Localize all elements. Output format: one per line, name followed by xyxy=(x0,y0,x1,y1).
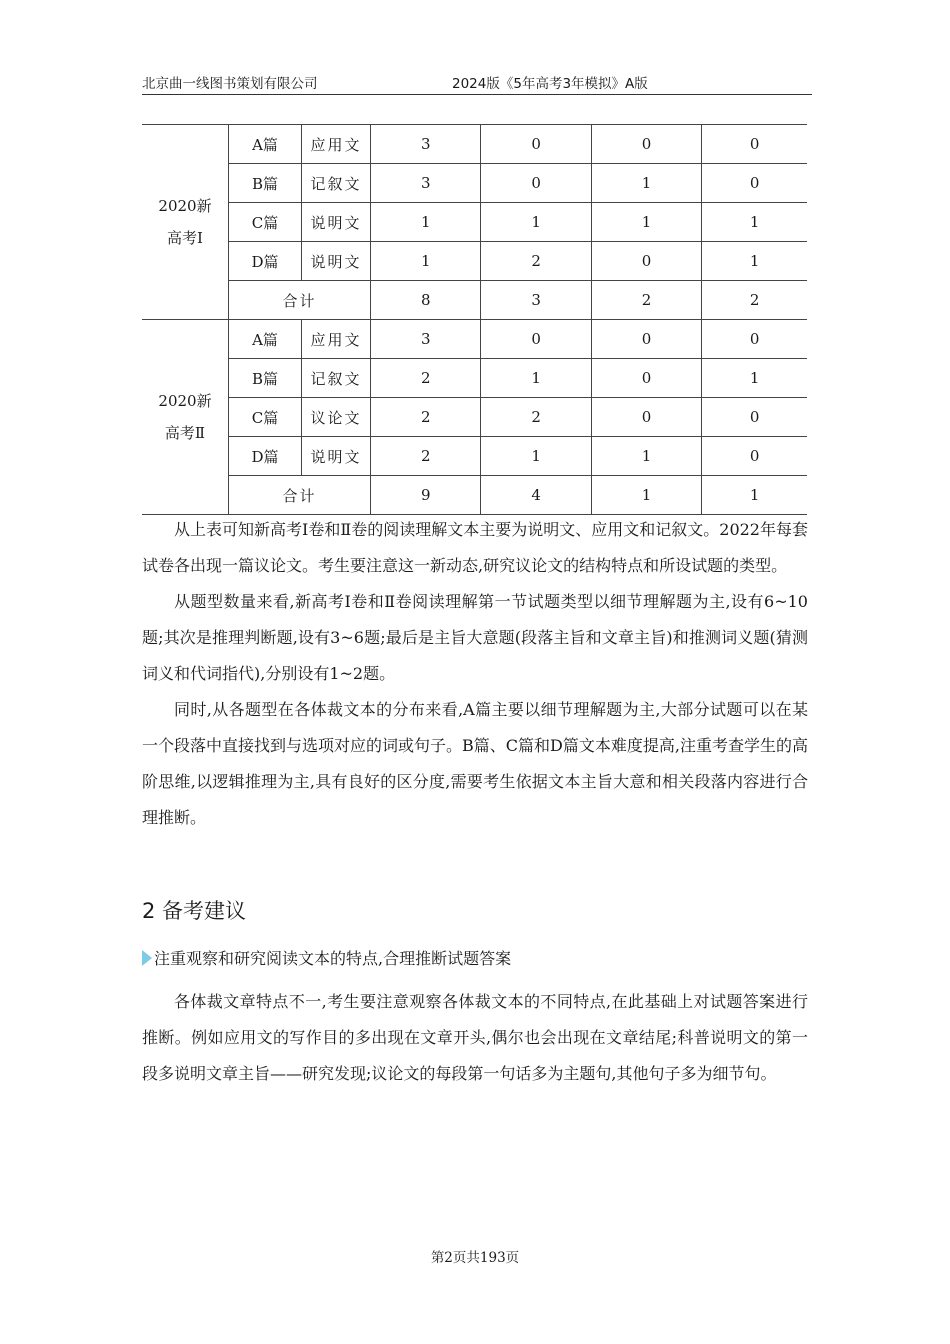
analysis-text xyxy=(142,512,808,836)
edition-title: 2024版《5年高考3年模拟》A版 xyxy=(452,76,648,92)
genre-cell: 议论文 xyxy=(302,398,371,437)
genre-cell: 说明文 xyxy=(302,242,371,281)
paragraph-2: 从题型数量来看,新高考Ⅰ卷和Ⅱ卷阅读理解第一节试题类型以细节理解题为主,设有6~10题;其次是推理判断题,设有3~6题;最后是主旨大意题(段落主旨和文章主旨)和推测词义题(猜测词义和代词指代),分别设有1~2题。 xyxy=(142,592,808,683)
genre-cell: 应用文 xyxy=(302,125,371,164)
count-cell: 0 xyxy=(481,320,591,359)
total-cell: 3 xyxy=(481,281,591,320)
count-cell: 2 xyxy=(371,359,481,398)
paragraph-3: 同时,从各题型在各体裁文本的分布来看,A篇主要以细节理解题为主,大部分试题可以在某一个段落中直接找到与选项对应的词或句子。B篇、C篇和D篇文本难度提高,注重考查学生的高阶思维,以逻辑推理为主,具有良好的区分度,需要考生依据文本主旨大意和相关段落内容进行合理推断。 xyxy=(142,700,808,827)
total-cell: 2 xyxy=(702,281,807,320)
count-cell: 1 xyxy=(702,203,807,242)
count-cell: 0 xyxy=(702,398,807,437)
count-cell: 2 xyxy=(371,437,481,476)
section-cell: B篇 xyxy=(229,164,302,203)
count-cell: 2 xyxy=(481,242,591,281)
count-cell: 1 xyxy=(371,203,481,242)
count-cell: 1 xyxy=(591,164,701,203)
reading-stats-table xyxy=(142,124,807,515)
section-heading: 2 备考建议 xyxy=(142,899,247,923)
count-cell: 0 xyxy=(702,164,807,203)
section-cell: A篇 xyxy=(229,320,302,359)
count-cell: 0 xyxy=(591,125,701,164)
count-cell: 1 xyxy=(702,242,807,281)
count-cell: 2 xyxy=(371,398,481,437)
group-label-line2: 高考Ⅱ xyxy=(164,424,206,442)
table-row xyxy=(142,359,807,398)
section-cell: C篇 xyxy=(229,398,302,437)
genre-cell: 记叙文 xyxy=(302,359,371,398)
table-row xyxy=(142,164,807,203)
count-cell: 2 xyxy=(481,398,591,437)
total-cell: 8 xyxy=(371,281,481,320)
section-cell: D篇 xyxy=(229,437,302,476)
genre-cell: 记叙文 xyxy=(302,164,371,203)
total-cell: 4 xyxy=(481,476,591,515)
total-label: 合计 xyxy=(229,476,371,515)
table-row xyxy=(142,398,807,437)
count-cell: 1 xyxy=(702,359,807,398)
section-cell: A篇 xyxy=(229,125,302,164)
count-cell: 1 xyxy=(371,242,481,281)
count-cell: 0 xyxy=(591,242,701,281)
count-cell: 1 xyxy=(591,437,701,476)
total-row xyxy=(142,281,807,320)
count-cell: 1 xyxy=(591,203,701,242)
table-row xyxy=(142,242,807,281)
count-cell: 0 xyxy=(591,398,701,437)
page-header xyxy=(142,68,812,95)
group-label xyxy=(142,125,229,320)
count-cell: 1 xyxy=(481,437,591,476)
genre-cell: 说明文 xyxy=(302,203,371,242)
advice-text xyxy=(142,984,808,1092)
count-cell: 0 xyxy=(481,164,591,203)
total-cell: 2 xyxy=(591,281,701,320)
total-cell: 9 xyxy=(371,476,481,515)
total-cell: 1 xyxy=(591,476,701,515)
count-cell: 3 xyxy=(371,125,481,164)
publisher-name: 北京曲一线图书策划有限公司 xyxy=(142,76,318,92)
count-cell: 0 xyxy=(702,437,807,476)
page-footer: 第2页共193页 xyxy=(430,1250,520,1266)
count-cell: 0 xyxy=(591,320,701,359)
count-cell: 1 xyxy=(481,203,591,242)
paragraph-4: 各体裁文章特点不一,考生要注意观察各体裁文本的不同特点,在此基础上对试题答案进行推断。例如应用文的写作目的多出现在文章开头,偶尔也会出现在文章结尾;科普说明文的第一段多说明文章主旨——研究发现;议论文的每段第一句话多为主题句,其他句子多为细节句。 xyxy=(142,992,808,1083)
group-label-line1: 2020新 xyxy=(158,392,212,410)
group-label xyxy=(142,320,229,515)
triangle-bullet-icon xyxy=(142,950,152,966)
total-row xyxy=(142,476,807,515)
section-cell: D篇 xyxy=(229,242,302,281)
section-cell: B篇 xyxy=(229,359,302,398)
count-cell: 0 xyxy=(702,125,807,164)
genre-cell: 说明文 xyxy=(302,437,371,476)
count-cell: 3 xyxy=(371,164,481,203)
count-cell: 0 xyxy=(702,320,807,359)
section-cell: C篇 xyxy=(229,203,302,242)
genre-cell: 应用文 xyxy=(302,320,371,359)
paragraph-1: 从上表可知新高考Ⅰ卷和Ⅱ卷的阅读理解文本主要为说明文、应用文和记叙文。2022年每套试卷各出现一篇议论文。考生要注意这一新动态,研究议论文的结构特点和所设试题的类型。 xyxy=(142,520,808,575)
count-cell: 0 xyxy=(481,125,591,164)
total-cell: 1 xyxy=(702,476,807,515)
subheading-text: 注重观察和研究阅读文本的特点,合理推断试题答案 xyxy=(154,949,512,968)
count-cell: 1 xyxy=(481,359,591,398)
table-row xyxy=(142,437,807,476)
group-label-line1: 2020新 xyxy=(158,197,212,215)
table-row xyxy=(142,320,807,359)
count-cell: 3 xyxy=(371,320,481,359)
table-row xyxy=(142,203,807,242)
total-label: 合计 xyxy=(229,281,371,320)
subheading xyxy=(142,946,511,969)
count-cell: 0 xyxy=(591,359,701,398)
table-row xyxy=(142,125,807,164)
group-label-line2: 高考Ⅰ xyxy=(167,229,203,247)
